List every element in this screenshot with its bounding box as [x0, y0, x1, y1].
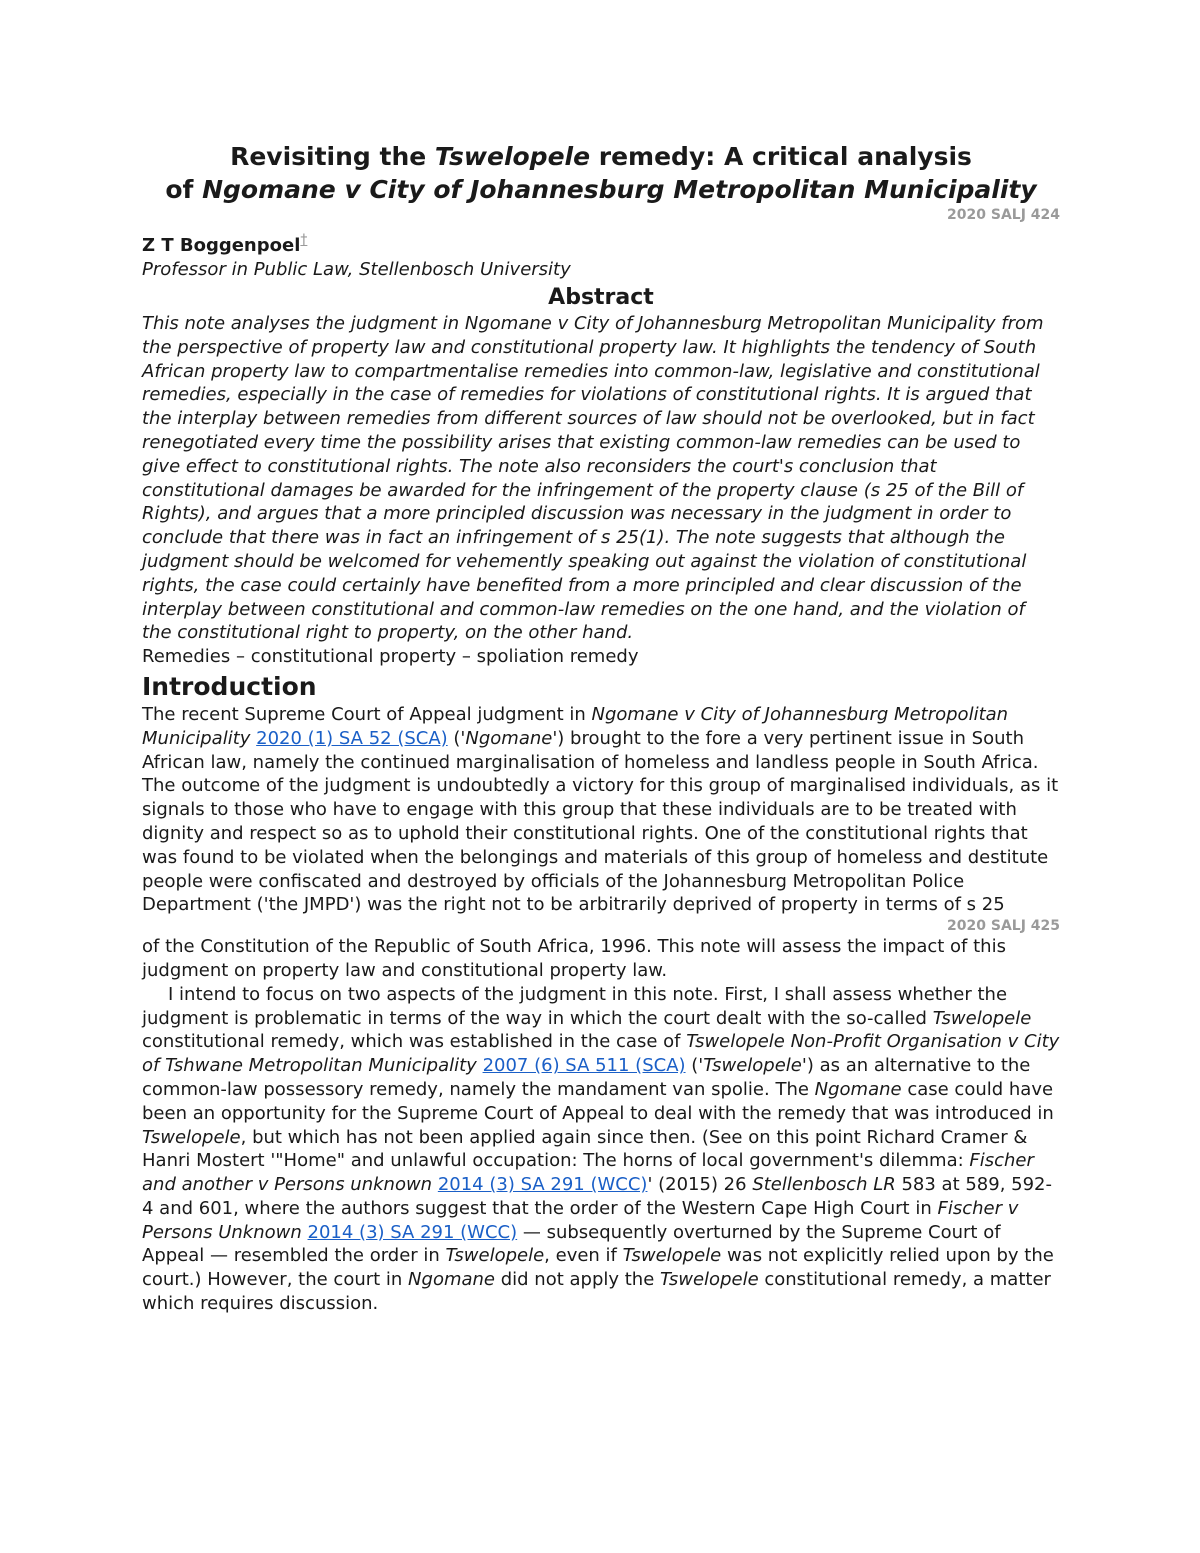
paragraph-2: of the Constitution of the Republic of South Africa, 1996. This note will assess the impact of this judgment on property law and constitutional property law.	[142, 936, 1006, 981]
text-run: ' (2015) 26	[647, 1174, 753, 1196]
author-name: Z T Boggenpoel	[142, 235, 301, 256]
title-text: Revisiting the	[230, 142, 435, 171]
case-name: Fischer and another v Persons unknown	[142, 1150, 1034, 1196]
journal-name: Stellenbosch LR	[752, 1174, 896, 1196]
text-run: I intend to focus on two aspects of the judgment in this note. First, I shall assess whether the judgment is problematic in terms of the way in which the court dealt with the so-called	[142, 983, 1008, 1029]
text-run: The recent Supreme Court of Appeal judgment in	[142, 703, 592, 725]
keywords: Remedies – constitutional property – spoliation remedy	[142, 646, 639, 668]
citation-link[interactable]: 2014 (3) SA 291 (WCC)	[437, 1174, 648, 1196]
case-name: Ngomane v City of Johannesburg Metropolitan Municipality	[142, 703, 1009, 749]
citation-link[interactable]: 2020 (1) SA 52 (SCA)	[256, 727, 448, 749]
case-name: Tswelopele	[142, 1126, 241, 1148]
author-line	[142, 228, 1060, 258]
text-run: — subsequently overturned by the Supreme Court of Appeal — resembled the order in	[142, 1221, 1001, 1267]
paragraph-1	[142, 703, 1060, 917]
title-italic: Tswelopele	[434, 142, 591, 171]
text-run: did not apply the	[495, 1269, 661, 1291]
paragraph-3	[142, 983, 1060, 1316]
section-heading-introduction: Introduction	[142, 671, 317, 701]
case-name: Fischer v Persons Unknown	[142, 1197, 1019, 1243]
citation-link[interactable]: 2014 (3) SA 291 (WCC)	[307, 1221, 518, 1243]
page-reference: 2020 SALJ 424	[947, 207, 1060, 223]
text-run: was not explicitly relied upon by the court.) However, the court in	[142, 1245, 1054, 1291]
case-name: Tswelopele	[622, 1245, 722, 1267]
abstract-heading: Abstract	[548, 285, 654, 310]
title-line-1	[142, 140, 1060, 173]
author-affiliation: Professor in Public Law, Stellenbosch University	[142, 259, 571, 280]
text-run: ') brought to the fore a very pertinent issue in South African law, namely the continued marginalisation of homeless and landless people in South Africa. The outcome of the judgment is undoubtedly a victory for this group of marginalised individuals, as it signals to those who have to engage with this group that these individuals are to be treated with dignity and respect so as to uphold their constitutional rights. One of the constitutional rights that was found to be violated when the belongings and materials of this group of homeless and destitute people were confiscated and destroyed by officials of the Johannesburg Metropolitan Police Department ('the JMPD') was the right not to be arbitrarily deprived of property in terms of s 25	[142, 727, 1059, 916]
document-page	[142, 140, 1060, 1316]
text-run: ') as an alternative to the common-law possessory remedy, namely the mandament van spolie. The	[142, 1055, 1031, 1100]
text-run: ('	[685, 1055, 704, 1077]
title-line-2	[142, 173, 1060, 206]
citation-link[interactable]: 2007 (6) SA 511 (SCA)	[482, 1055, 686, 1077]
text-run: constitutional remedy, a matter which requires discussion.	[142, 1269, 1051, 1315]
title-text: of	[165, 175, 203, 204]
case-name: Tswelopele	[703, 1055, 802, 1077]
case-name: Ngomane	[814, 1078, 902, 1100]
case-name: Ngomane	[408, 1269, 495, 1291]
text-run: , even if	[544, 1245, 623, 1267]
text-run: 583 at 589, 592-4 and 601, where the authors suggest that the order of the Western Cape High Court in	[142, 1174, 1052, 1219]
title-italic: Ngomane v City of Johannesburg Metropolitan Municipality	[202, 175, 1037, 204]
text-run: constitutional remedy, which was established in the case of	[142, 1031, 687, 1053]
case-name: Tswelopele	[660, 1269, 759, 1291]
text-run: case could have been an opportunity for the Supreme Court of Appeal to deal with the remedy that was introduced in	[142, 1078, 1054, 1124]
title-text: remedy: A critical analysis	[590, 142, 972, 171]
case-name: Tswelopele	[932, 1007, 1032, 1029]
abstract-text: This note analyses the judgment in Ngomane v City of Johannesburg Metropolitan Municipality from the perspective of property law and constitutional property law. It highlights the tendency of South African property law to compartmentalise remedies into common-law, legislative and constitutional remedies, especially in the case of remedies for violations of constitutional rights. It is argued that the interplay between remedies from different sources of law should not be overlooked, but in fact renegotiated every time the possibility arises that existing common-law remedies can be used to give effect to constitutional rights. The note also reconsiders the court's conclusion that constitutional damages be awarded for the infringement of the property clause (s 25 of the Bill of Rights), and argues that a more principled discussion was necessary in the judgment in order to conclude that there was in fact an infringement of s 25(1). The note suggests that although the judgment should be welcomed for vehemently speaking out against the violation of constitutional rights, the case could certainly have benefited from a more principled and clear discussion of the interplay between constitutional and common-law remedies on the one hand, and the violation of the constitutional right to property, on the other hand.	[142, 313, 1044, 644]
case-name: Ngomane	[465, 727, 553, 749]
author-footnote-link[interactable]: †	[300, 232, 308, 248]
text-run: , but which has not been applied again since then. (See on this point Richard Cramer & Hanri Mostert '"Home" and unlawful occupation: The horns of local government's dilemma:	[142, 1126, 1028, 1172]
case-name: Tswelopele Non-Profit Organisation v City of Tshwane Metropolitan Municipality	[142, 1031, 1060, 1077]
page-reference: 2020 SALJ 425	[947, 918, 1060, 935]
text-run: ('	[447, 727, 466, 749]
case-name: Tswelopele	[445, 1245, 545, 1267]
